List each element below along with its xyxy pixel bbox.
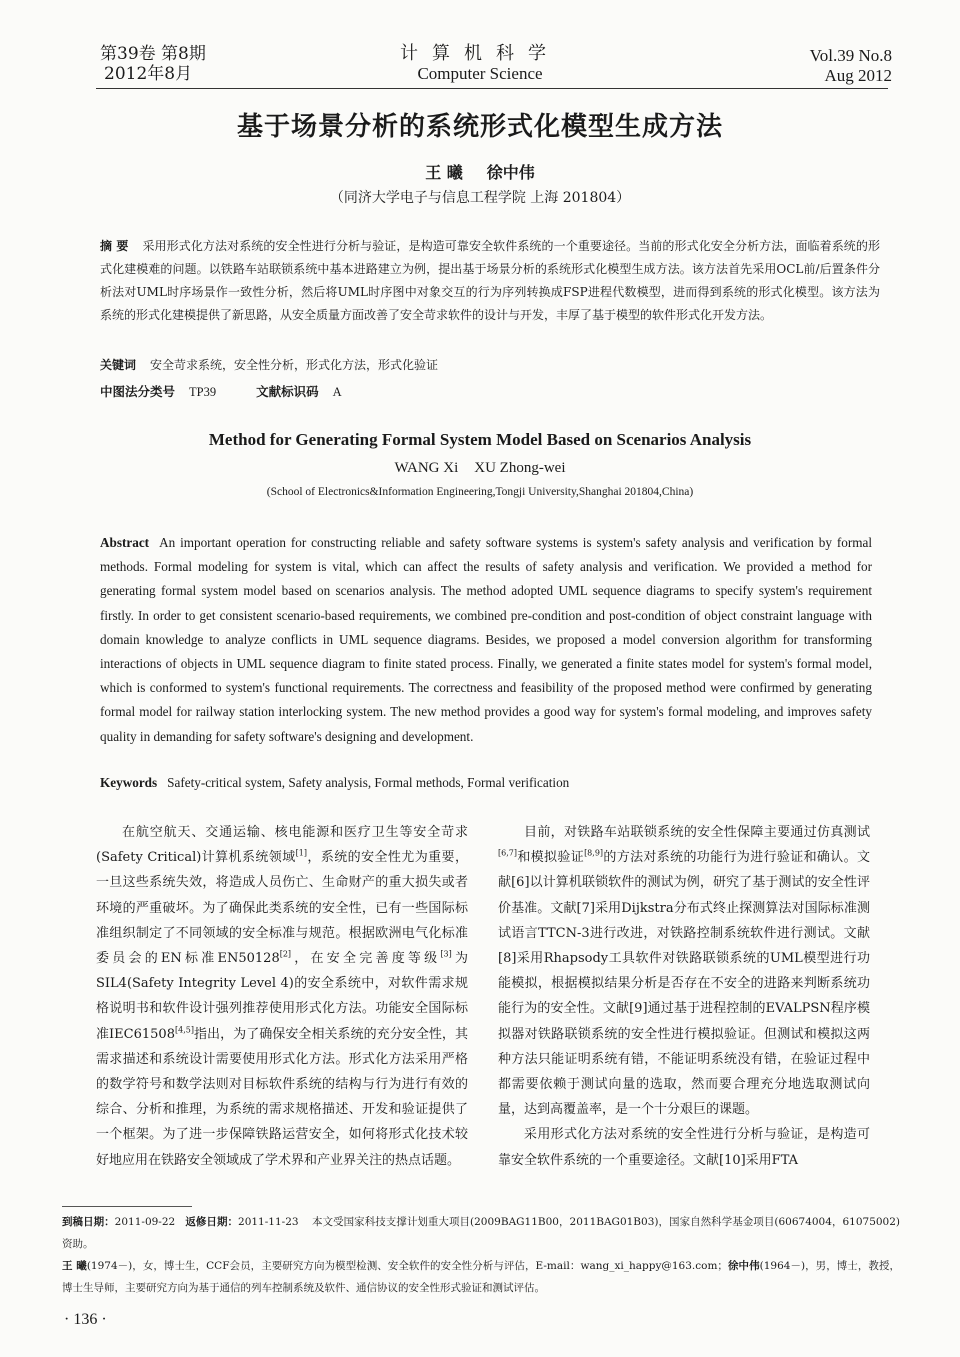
body-paragraph [96,820,468,1173]
journal-name-cn: 计算机科学 [400,43,560,64]
abstract-text-cn: 采用形式化方法对系统的安全性进行分析与验证，是构造可靠安全软件系统的一个重要途径。当前的形式化安全分析方法，面临着系统的形式化建模难的问题。以铁路车站联锁系统中基本进路建立为例，提出基于场景分析的系统形式化模型生成方法。该方法首先采用OCL前/后置条件分析法对UML时序场景作一致性分析，然后将UML时序图中对象交互的行为序列转换成FSP进程代数模型，进而得到系统的形式化模型。该方法为系统的形式化建模提供了新思路，从安全质量方面改善了安全苛求软件的设计与开发，丰厚了基于模型的软件形式化开发方法。 [100,239,880,322]
date-en: Aug 2012 [824,66,892,85]
citation: [4,5] [174,1025,194,1035]
keywords-text-en: Safety-critical system, Safety analysis, Formal methods, Formal verification [167,775,570,790]
body-text: ，在安全完善度等级 [291,951,441,967]
header-volume-en [810,46,892,86]
abstract-cn [100,235,880,327]
abstract-text-en: An important operation for constructing reliable and safety software systems is system's safety analysis and verification by formal methods. Formal modeling for system is vital, which can affect the results of safety analysis and verification. We provided a method for generating formal system model based on scenarios analysis. The method adopted UML sequence diagrams to specify system's requirement firstly. In order to get consistent scenario-based requirements, we combined pre-condition and post-condition of object constraint language with domain knowledge to analyze conflicts in UML sequence diagrams. Besides, we proposed a model conversion algorithm for transforming interactions of objects in UML sequence diagram to finite stated process. Finally, we generated a finite states model for system's formal model, which is conformed to system's functional requirements. The correctness and feasibility of the proposed method were confirmed by generating formal model for railway station interlocking system. The new method provides a good way for system's formal modeling, and improves safety quality in demanding for safety software's designing and development. [100,535,872,744]
body-column-left [96,820,468,1173]
keywords-cn [100,355,880,375]
clc-value: TP39 [189,385,217,399]
author2-name: 徐中伟 [727,1260,760,1272]
funding-text: 本文受国家科技支撑计划重大项目(2009BAG11B00，2011BAG01B03)，国家自然科学基金项目(60674004，61075002)资助。 [62,1216,901,1250]
citation: [8,9] [584,848,604,858]
author-name: 徐中伟 [486,163,535,182]
clc-label: 中图法分类号 [100,384,176,399]
keywords-label-en: Keywords [100,775,158,790]
citation: [3] [440,949,452,959]
keywords-en [100,772,872,794]
abstract-en [100,531,872,749]
citation: [1] [295,848,307,858]
body-text: ，系统的安全性尤为重要，一旦这些系统失效，将造成人员伤亡、生命财产的重大损失或者环境的严重破坏。为了确保此类系统的安全性，已有一些国际标准组织制定了不同领域的安全标准与规范。根据欧洲电气化标准委员会的EN标准EN50128 [96,850,468,967]
received-date: 2011-09-22 [114,1216,176,1228]
author-name: 王 曦 [425,163,463,182]
journal-name-en: Computer Science [417,64,543,83]
body-text: 指出，为了确保安全相关系统的充分安全性，其需求描述和系统设计需要使用形式化方法。形式化方法采用严格的数学符号和数学法则对目标软件系统的结构与行为进行有效的综合、分析和推理，为系统的需求规格描述、开发和验证提供了一个框架。为了进一步保障铁路运营安全，如何将形式化技术较好地应用在铁路安全领域成了学术界和产业界关注的热点话题。 [96,1026,468,1168]
author1-bio: (1974－)，女，博士生，CCF会员，主要研究方向为模型检测、安全软件的安全性分析与评估，E-mail：wang_xi_happy@163.com； [86,1260,728,1272]
affiliation-en: (School of Electronics&Information Engineering,Tongji University,Shanghai 201804,China) [266,486,694,498]
footnote-dates-funding [62,1211,900,1255]
author-name-en: XU Zhong-wei [474,460,566,476]
paper-title-cn: 基于场景分析的系统形式化模型生成方法 [236,112,723,142]
volume-issue-cn: 第39卷 第8期 [100,44,206,64]
date-cn: 2012年8月 [104,64,193,84]
authors-en [0,460,960,477]
classification-cn [100,382,880,402]
body-column-right [498,820,870,1173]
page-number: · 136 · [64,1311,107,1328]
abstract-label-en: Abstract [100,535,150,550]
abstract-label-cn: 摘 要 [100,239,129,253]
footnote-rule [62,1206,192,1207]
author2-bio: (1964－)，男，博士，教授，博士生导师，主要研究方向为基于通信的列车控制系统及软件、通信协议的安全性形式验证和测试评估。 [62,1260,901,1294]
author1-name: 王 曦 [62,1260,87,1272]
revised-date: 2011-11-23 [238,1216,299,1228]
body-text: 目前，对铁路车站联锁系统的安全性保障主要通过仿真测试 [524,825,870,840]
citation: [2] [279,949,292,959]
header-rule [96,88,888,89]
volume-issue-en: Vol.39 No.8 [809,46,892,65]
received-label: 到稿日期： [62,1216,115,1228]
body-text: 和模拟验证 [516,850,585,866]
citation: [6,7] [498,848,517,858]
footnote-authors [62,1255,900,1299]
journal-header [0,44,960,94]
author-name-en: WANG Xi [394,460,459,476]
body-text: 为SIL4(Safety Integrity Level 4)的安全系统中，对软件需求规格说明书和软件设计强列推荐使用形式化方法。功能安全国际标准IEC61508 [96,951,468,1042]
body-paragraph [498,820,870,1122]
paper-title-en: Method for Generating Formal System Model Based on Scenarios Analysis [208,430,752,449]
doc-code-value: A [332,385,342,399]
keywords-text-cn: 安全苛求系统，安全性分析，形式化方法，形式化验证 [150,358,439,372]
authors-cn [0,160,960,183]
keywords-label-cn: 关键词 [100,358,137,372]
body-text: 在航空航天、交通运输、核电能源和医疗卫生等安全苛求(Safety Critical)计算机系统领域 [96,825,468,866]
affiliation-cn: （同济大学电子与信息工程学院 上海 201804） [329,190,631,206]
doc-code-label: 文献标识码 [256,384,319,399]
body-text: 的方法对系统的功能行为进行验证和确认。文献[6]以计算机联锁软件的测试为例，研究了基于测试的安全性评价基准。文献[7]采用Dijkstra分布式终止探测算法对国际标准测试语言TTCN-3进行改进，对铁路控制系统软件进行测试。文献[8]采用Rhapsody工具软件对铁路联锁系统的UML模型进行功能模拟，根据模拟结果分析是否存在不安全的进路来判断系统功能行为的安全性。文献[9]通过基于进程控制的EVALPSN程序模拟器对铁路联锁系统的安全性进行模拟验证。但测试和模拟这两种方法只能证明系统有错，不能证明系统没有错，在验证过程中都需要依赖于测试向量的选取，然而要合理充分地选取测试向量，达到高覆盖率，是一个十分艰巨的课题。 [498,850,870,1118]
body-paragraph: 采用形式化方法对系统的安全性进行分析与验证，是构造可靠安全软件系统的一个重要途径。文献[10]采用FTA [498,1127,870,1168]
revised-label: 返修日期： [185,1216,239,1228]
